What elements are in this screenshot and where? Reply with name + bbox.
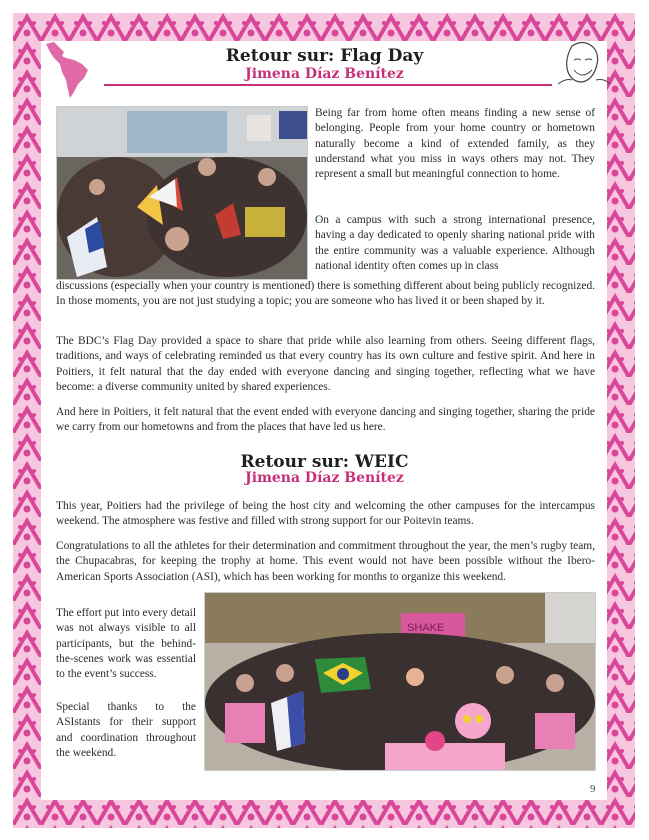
- flag-day-paragraph-1: Being far from home often means finding a new sense of belonging. People from your home country or hometown naturally become a kind of extended family, as they understand what you miss in ways others may not. They represent a small but meaningful connection to home.: [315, 107, 595, 181]
- flag-day-paragraph-2: On a campus with such a strong international presence, having a day dedicated to openly sharing national pride with the entire community was a valuable experience. Although national identity often comes up in class: [315, 214, 595, 272]
- flag-day-photo: [56, 106, 308, 280]
- title-underline: [104, 84, 552, 86]
- page-number: 9: [590, 783, 596, 795]
- weic-paragraph-3: The effort put into every detail was not always visible to all participants, but the behind-the-scenes work was essential to the event’s success.: [56, 607, 196, 681]
- portrait-sketch-icon: [552, 40, 614, 88]
- flag-day-paragraph-4: The BDC’s Flag Day provided a space to share that pride while also learning from others. Seeing different flags, traditions, and ways of celebrating reminded us that every country has its own culture and festive spirit. And here in Poitiers, it felt natural that the day ended with everyone dancing and singing together, reflecting what we have become: a diverse community united by shared experiences.: [56, 335, 595, 393]
- flag-day-author: Jimena Díaz Benítez: [245, 66, 404, 82]
- weic-paragraph-2: Congratulations to all the athletes for their determination and commitment throughout the year, the men’s rugby team, the Chupacabras, for keeping the trophy at home. This event would not have been possible without the Ibero-American Sports Association (ASI), which has been working for months to organize this weekend.: [56, 540, 595, 583]
- weic-group-photo: [204, 592, 596, 771]
- flag-day-paragraph-5: And here in Poitiers, it felt natural that the event ended with everyone dancing and singing together, sharing the pride we carry from our hometowns and from the places that have led us here.: [56, 406, 595, 434]
- weic-title: Retour sur: WEIC: [240, 452, 409, 472]
- weic-paragraph-1: This year, Poitiers had the privilege of being the host city and welcoming the other campuses for the intercampus weekend. The atmosphere was festive and filled with strong support for our Poitevin teams.: [56, 500, 595, 528]
- weic-author: Jimena Díaz Benítez: [245, 470, 404, 486]
- shake-sign: SHAKE: [407, 622, 445, 634]
- weic-paragraph-4: Special thanks to the ASIstants for their support and coordination throughout the weekend.: [56, 701, 196, 759]
- flag-day-title: Retour sur: Flag Day: [225, 46, 424, 66]
- flag-day-paragraph-3: discussions (especially when your country is mentioned) there is something different about being publicly recognized. In those moments, you are not just studying a topic; you are someone who has lived it or been shaped by it.: [56, 280, 595, 308]
